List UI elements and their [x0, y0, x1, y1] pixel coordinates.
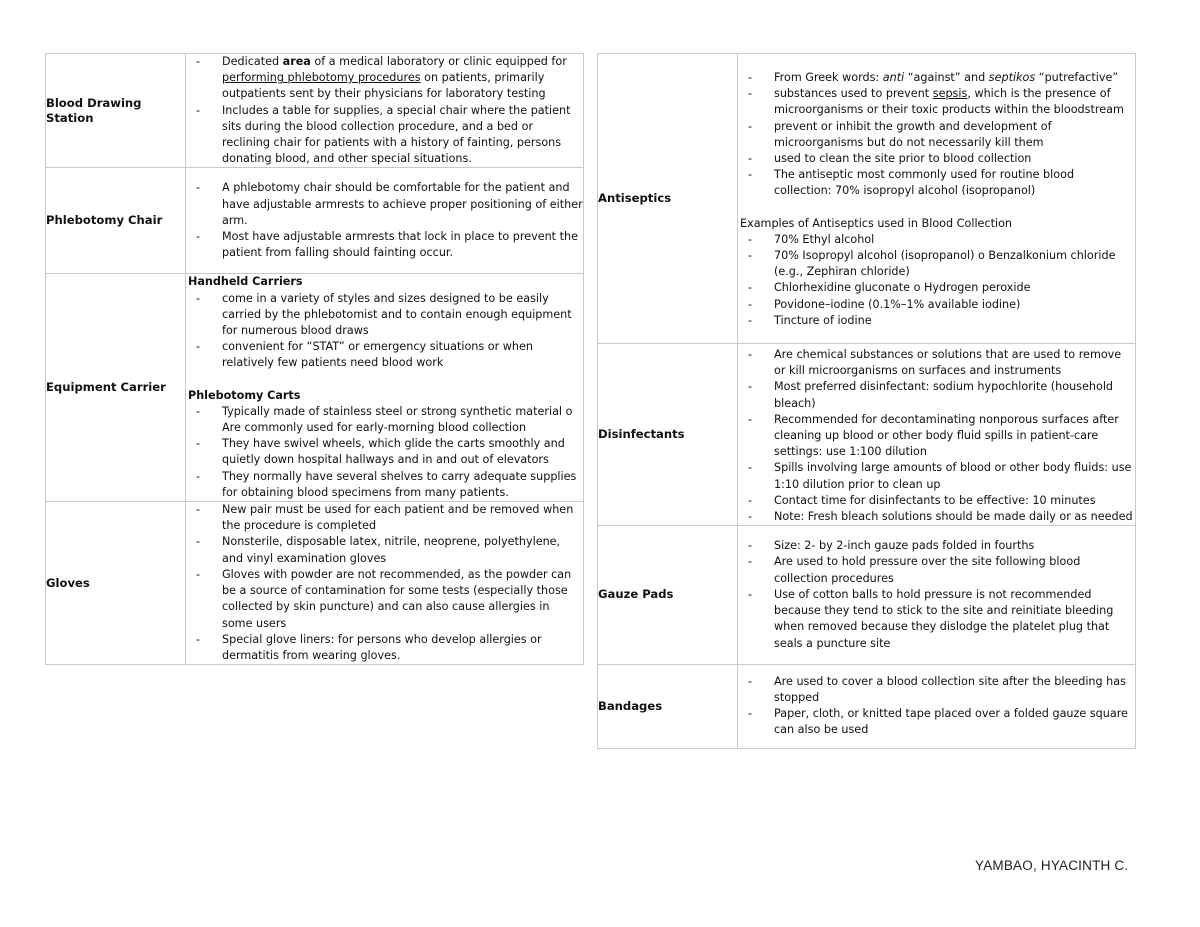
- table-row: [598, 54, 1136, 344]
- list-item: - Note: Fresh bleach solutions should be made daily or as needed: [738, 509, 1135, 525]
- description-phlebotomy-chair: [186, 168, 584, 274]
- author-name: YAMBAO, HYACINTH C.: [975, 858, 1129, 873]
- description-bandages: [738, 664, 1136, 748]
- list-item: - 70% Isopropyl alcohol (isopropanol) o Benzalkonium chloride (e.g., Zephiran chloride): [738, 248, 1135, 280]
- list-item: - Chlorhexidine gluconate o Hydrogen peroxide: [738, 280, 1135, 296]
- term-disinfectants: Disinfectants: [598, 344, 738, 526]
- term-phlebotomy-chair: Phlebotomy Chair: [46, 168, 186, 274]
- list-item: - Gloves with powder are not recommended, as the powder can be a source of contamination for some tests (especially those collected by skin puncture) and can also cause allergies in some users: [186, 567, 583, 632]
- list-item: - They have swivel wheels, which glide the carts smoothly and quietly down hospital hallways and in and out of elevators: [186, 436, 583, 468]
- list-item: - Are used to cover a blood collection site after the bleeding has stopped: [738, 674, 1135, 706]
- term-equipment-carrier: Equipment Carrier: [46, 274, 186, 502]
- list-item: - Povidone–iodine (0.1%–1% available iodine): [738, 297, 1135, 313]
- list-item: - The antiseptic most commonly used for routine blood collection: 70% isopropyl alcohol (isopropanol): [738, 167, 1135, 199]
- list-item: - Use of cotton balls to hold pressure is not recommended because they tend to stick to the site and reinitiate bleeding when removed because they dislodge the platelet plug that seals a puncture site: [738, 587, 1135, 652]
- list-item: - Spills involving large amounts of blood or other body fluids: use 1:10 dilution prior to clean up: [738, 460, 1135, 492]
- examples-heading: Examples of Antiseptics used in Blood Collection: [740, 216, 1013, 230]
- term-blood-drawing-station: Blood Drawing Station: [46, 54, 186, 168]
- list-item: - A phlebotomy chair should be comfortable for the patient and have adjustable armrests to achieve proper positioning of either arm.: [186, 180, 583, 229]
- description-gauze-pads: [738, 526, 1136, 664]
- list-item: - used to clean the site prior to blood collection: [738, 151, 1135, 167]
- table-row: [46, 502, 584, 665]
- list-item: - 70% Ethyl alcohol: [738, 232, 1135, 248]
- list-item: - Most have adjustable armrests that lock in place to prevent the patient from falling should fainting occur.: [186, 229, 583, 261]
- list-item: - Size: 2- by 2-inch gauze pads folded in fourths: [738, 538, 1135, 554]
- table-row: [598, 526, 1136, 664]
- list-item: - Recommended for decontaminating nonporous surfaces after cleaning up blood or other body fluid spills in patient-care settings: use 1:100 dilution: [738, 412, 1135, 461]
- term-antiseptics: Antiseptics: [598, 54, 738, 344]
- subheading-phlebotomy-carts: Phlebotomy Carts: [188, 388, 301, 402]
- list-item: - Tincture of iodine: [738, 313, 1135, 329]
- list-item: - Are used to hold pressure over the site following blood collection procedures: [738, 554, 1135, 586]
- description-antiseptics: [738, 54, 1136, 344]
- description-equipment-carrier: [186, 274, 584, 502]
- list-item: - Includes a table for supplies, a special chair where the patient sits during the blood collection procedure, and a bed or reclining chair for patients with a history of fainting, persons donating blood, and other special situations.: [186, 103, 583, 168]
- term-bandages: Bandages: [598, 664, 738, 748]
- list-item: - Paper, cloth, or knitted tape placed over a folded gauze square can also be used: [738, 706, 1135, 738]
- description-disinfectants: [738, 344, 1136, 526]
- term-gauze-pads: Gauze Pads: [598, 526, 738, 664]
- list-item: - come in a variety of styles and sizes designed to be easily carried by the phlebotomist and to contain enough equipment for numerous blood draws: [186, 291, 583, 340]
- description-blood-drawing-station: [186, 54, 584, 168]
- list-item: - From Greek words: anti “against” and septikos “putrefactive”: [738, 70, 1135, 86]
- list-item: - New pair must be used for each patient and be removed when the procedure is completed: [186, 502, 583, 534]
- list-item: - prevent or inhibit the growth and development of microorganisms but do not necessarily kill them: [738, 119, 1135, 151]
- list-item: - Special glove liners: for persons who develop allergies or dermatitis from wearing gloves.: [186, 632, 583, 664]
- list-item: - substances used to prevent sepsis, which is the presence of microorganisms or their toxic products within the bloodstream: [738, 86, 1135, 118]
- table-row: [46, 54, 584, 168]
- list-item: - Nonsterile, disposable latex, nitrile, neoprene, polyethylene, and vinyl examination gloves: [186, 534, 583, 566]
- list-item: - Contact time for disinfectants to be effective: 10 minutes: [738, 493, 1135, 509]
- left-notes-table: [45, 53, 584, 665]
- list-item: - convenient for “STAT” or emergency situations or when relatively few patients need blood work: [186, 339, 583, 371]
- description-gloves: [186, 502, 584, 665]
- list-item: - Dedicated area of a medical laboratory or clinic equipped for performing phlebotomy procedures on patients, primarily outpatients sent by their physicians for laboratory testing: [186, 54, 583, 103]
- table-row: [46, 168, 584, 274]
- right-notes-table: [597, 53, 1136, 749]
- table-row: [598, 344, 1136, 526]
- table-row: [598, 664, 1136, 748]
- list-item: - Most preferred disinfectant: sodium hypochlorite (household bleach): [738, 379, 1135, 411]
- list-item: - Typically made of stainless steel or strong synthetic material o Are commonly used for early-morning blood collection: [186, 404, 583, 436]
- table-row: [46, 274, 584, 502]
- list-item: - Are chemical substances or solutions that are used to remove or kill microorganisms on surfaces and instruments: [738, 347, 1135, 379]
- list-item: - They normally have several shelves to carry adequate supplies for obtaining blood specimens from many patients.: [186, 469, 583, 501]
- subheading-handheld-carriers: Handheld Carriers: [188, 275, 303, 289]
- term-gloves: Gloves: [46, 502, 186, 665]
